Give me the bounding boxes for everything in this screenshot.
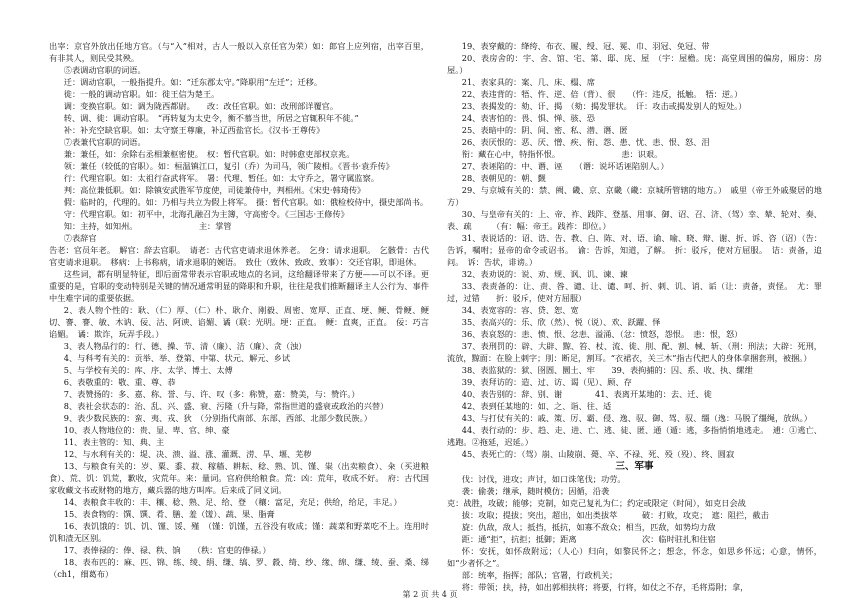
paragraph: 衔：藏在心中，特指怀恨。 恚：识艰。 (461, 149, 663, 159)
paragraph: 16、表饥饿的：饥、饥、馑、馁、殣 （馑：饥馑，五谷没有收成；馑：蔬菜和野菜吃不上。连用时饥和渣无区别。 (49, 521, 429, 543)
paragraph: 36、表哀怒的：恚、愤、恨、忿恚、溢涌、（忿：愤怒，怨恨。 恚：恨，怒） (461, 329, 743, 339)
paragraph: 43、与打仗有关的：戚、策、厉、霸、侵、逸、驭、御、驾、驭、缰（逸：马脱了缰绳，放纵。） (461, 413, 812, 423)
paragraph: 5、与学校有关的：库、序、太学、博士、太傅 (63, 365, 233, 375)
paragraph: 35、表高兴的：乐、欣（然）、悦（说）、欢、跃躍、怿 (461, 317, 661, 327)
paragraph: 40、表告别的：辞、别、谢 41、表离开某地的：去、迁、徙 (461, 389, 712, 399)
paragraph: 调：变换官职。如：调为陇西都尉。 改：改任官职。如：改刑部详覆官。 (63, 101, 339, 111)
section-heading: 三、军事 (615, 461, 654, 472)
paragraph: 27、表诬陷的：中、谮、诬 （谮：说坏话诬陷别人。） (461, 161, 669, 171)
paragraph: 38、表监狱的：狱、囹圄、圜土、牢 39、表拘捕的：囚、系、收、执、缧绁 (461, 365, 753, 375)
paragraph: 4、与科考有关的：贡举、举、登第、中第、状元、解元、乡试 (63, 353, 291, 363)
paragraph: 37、表刑罚的：辟、大辟、黥、笞、杖、流、徙、刖、配、割、械、斩、（刑：刑法；大辟：死刑，流放，黥面：在脸上刺字；刖：断足，割耳。“衣裙衣，关三木”指古代把人的身体拿捆套刑，被捆。） (447, 341, 822, 363)
paragraph: 13、与粮食有关的：岁、粟、黍、菽、稼穑、耕耘、稔、熟、饥、馑、粜（出卖粮食）、籴（买进粮食）、荒、饥：饥荒，歉收，灾荒年。来：量词。官府供给粮食。荒：凶：荒年，收成不好。 府：古代国家收藏文书或财物的地方，藏兵器的地方叫库。后来成了同义词。 (49, 461, 429, 495)
paragraph: 徙：一般的调动官职。如：徙王信为楚王。 (63, 89, 220, 99)
paragraph: 将：带领；扶，持，如出郭相扶将；将要，行将，如仗之不存，毛将焉附；拿， (461, 582, 749, 592)
paragraph: 26、表厌恨的：恶、厌、憎、疾、衔、怨、患、忧、恚、恨、怒、泪 (461, 137, 710, 147)
paragraph: 21、表家具的：案、几、床、榻、席 (461, 77, 595, 87)
paragraph: 45、表死亡的：（驾）崩、山陵崩、薨、卒、不禄、死、殁（殁）、终、圆寂 (461, 449, 735, 459)
paragraph: 3、表人物品行的：行、德、操、节、清（廉）、洁（廉）、贪（浊） (63, 341, 307, 351)
paragraph: 旋：仇敌，敌人；抵挡，抵抗，如寡不敌众；相当，匹敌，如势均力敌 (461, 522, 716, 532)
paragraph: ⑦表辞官 (63, 233, 97, 243)
paragraph: 9、表少数民族的：蛮、夷、戎、狄 （分别指代南部、东部、西部、北部少数民族。） (63, 413, 372, 423)
paragraph: 袭：偷袭；继承，随时模仿；因循，沿袭 (461, 486, 610, 496)
paragraph: 迁：调动官职，一般指提升。如：“迁东郡太守。”降职用“左迁”；迁移。 (63, 77, 323, 87)
paragraph: 11、表主管的：知、典、主 (63, 437, 165, 447)
paragraph: 判：高位兼低职。如：除镇安武胜军节度使，司徒兼侍中，判相州。《宋史·韩琦传》 (63, 185, 366, 195)
paragraph: 2、表人物个性的：耿、（仁）厚、（仁）朴、耿介、刚毅、周密、宽厚、正直、埂、鲠、骨鲠、鲠切、謇、謇、敏、木讷、佞、沽、阿谀、谄媚、谲（联：光明。埂：正直。 鲠：直爽，正直。 佞：巧言谄媚。 谲：欺诈，玩弄手段。） (49, 305, 429, 339)
paragraph: 20、表房舍的：宇、舍、馆、宅、第、邸、庑、屋 （宇：屋檐。庑：高堂周围的偏房，厢房：房屋。） (447, 53, 822, 75)
paragraph: 30、与皇帝有关的：上、帝、祚、践阼、登基、用事、御、诏、召、济、（驾）幸、辇、轮对、奏、表、疏 （有：幅：帝王。践祚：即位。） (447, 209, 822, 231)
paragraph: ⑦表兼代官职的词语。 (63, 137, 146, 147)
paragraph: ⑤表调动官职的词语。 (63, 65, 146, 75)
paragraph: 28、表朝见的：朝、觐 (461, 173, 546, 183)
paragraph: 42、表到任某地的：如、之、诣、往、适 (461, 401, 612, 411)
left-column (49, 40, 438, 585)
right-column (447, 40, 822, 592)
paragraph: 转、调、徙：调动官职。 “再转复为太史令，衡不慕当世，所居之官辄积年不徙。” (63, 113, 359, 123)
paragraph: 25、表暗中的：阴、间、密、私、潜、谮、匿 (461, 125, 628, 135)
paragraph: 24、表害怕的：畏、惧、惮、骇、恐 (461, 113, 595, 123)
paragraph: 克：战胜，攻破；能够；克制，如克己复礼为仁；约定或限定（时间），如克日会战 (447, 498, 746, 508)
paragraph: 假：临时的，代理的。如：乃相与共立为假上将军。 摄：暂代官职。如：俄检校侍中，摄史部尚书。 (63, 197, 429, 207)
paragraph: 知：主持，如知州。 主：掌管 (63, 221, 232, 231)
paragraph: 32、表劝说的：说、劝、规、讽、讥、谏、谏 (461, 269, 628, 279)
paragraph: 距：通“拒”，抗拒；抵御；距离 次：临时驻扎和住宿 (461, 534, 716, 544)
paragraph: 拔：攻取；提拔；突出，超出，如出类拔萃 破：打败，攻克； 遮：阻拦，截击 (461, 510, 769, 520)
paragraph: 12、与水利有关的：堤、决、溃、溢、涨、灌溉、涝、旱、堰、芜秽 (63, 449, 312, 459)
paragraph: 15、表食物的：馔、馔、肴、膳、羞（馐）、蔬、果、脂膏 (63, 509, 275, 519)
paragraph: 兼：兼任，如：余除右丞相兼枢密使。 权：暂代官职。如：时韩愈吏部权京兆。 (63, 149, 355, 159)
paragraph: 8、表社会状态的：治、乱、兴、盛、衰、污隆（升与降，常指世道的盛衰或政治的兴替） (63, 401, 389, 411)
paragraph: 部：统率，指挥；部队；官署，行政机关； (461, 570, 618, 580)
paragraph: 18、表布匹的：麻、匹、锦、练、绫、绢、缣、缟、罗、縠、绮、纱、缘、绵、缣、绫、蚕、桑、绨 （ch1，细葛布） (49, 557, 438, 579)
paragraph: 补：补充空缺官职。如：太守察王尊廉，补辽西盐官长。《汉书·王尊传》 (63, 125, 325, 135)
paragraph: 33、表责备的：让、责、咎、谴、让、谴、呵、折、刺、讥、诮、诟（让：责备，责怪。 尤：罪过，过错 折：驳斥，使对方屈服） (447, 281, 822, 303)
paragraph: 领：兼任（较低的官职）。如：桓温镇江口，复引（乔）为司马，领广陵相。《晋书·袁乔传》 (63, 161, 394, 171)
paragraph: 44、表行动的：步、趋、走、进、亡、逃、徒、匿、通（遁：逃，多指悄悄地逃走。 逋：①逃亡、逃跑。②拖延，迟延。） (447, 425, 822, 447)
page-footer: 第 2 页 共 4 页 (402, 590, 458, 599)
paragraph: 出宰：京官外放出任地方官。（与“入”相对，古人一般以入京任官为荣）如：郎官上应列宿，出宰百里，有非其人，则民受其殃。 (49, 41, 429, 63)
paragraph: 这些词，都有明显特征，即后面常带表示官职或地点的名词，这给翻译带来了方便——可以不译。更重要的是，官职的变动特别是关键的情况通常明显的降职和升职，往往是我们推断翻译主人公行为、事件中生难字词的重要依据。 (49, 269, 429, 303)
paragraph: 19、表穿戴的：绛绔、布衣、履、绶、冠、冕、巾、羽冠、免冠、带 (461, 41, 710, 51)
paragraph: 23、表揭发的：劾、讦、揭 （劾：揭发罪状。 讦：攻击或揭发别人的短处。） (461, 101, 747, 111)
paragraph: 怀：安抚，如怀敌附远；（人心）归向，如黎民怀之；想念，怀念，如思乡怀远；心意，情怀，如“少者怀之”。 (447, 546, 822, 568)
paragraph: 31、表说话的：诏、诰、告、教、白、陈、对、语、谕、喻、晓、辩、谢、折、诉、咨（诏）（告：告诉，嘱咐；显帝的命令或诏书。 谕：告诉，知道，了解。 折：驳斥，使对方屈服。 诘：责备，追问。 诉：告状，诽谤。） (447, 233, 822, 267)
paragraph: 34、表宽容的：容、贷、恕、宽 (461, 305, 579, 315)
paragraph: 7、表赞扬的：多、嘉、称、誉、与、许、叹（多：称赞，嘉：赞美，与：赞许。） (63, 389, 360, 399)
paragraph: 伐：讨伐，进攻；声讨，如口诛笔伐；功劳。 (461, 474, 626, 484)
paragraph: 29、与京城有关的：禁、阙、畿、京、京畿（畿：京城所管辖的地方。） 戚里（帝王外戚聚居的地方） (447, 185, 822, 207)
paragraph: 22、表违背的：牾、忤、逆、倍（背）、很 （忤：违反，抵触。 牾：逆。） (461, 89, 743, 99)
paragraph: 10、表人物地位的：贵、显、卑、官、绅、豪 (63, 425, 230, 435)
paragraph: 告老：官员年老。 解官：辞去官职。 请老：古代官吏请求退休养老。 乞身：请求退职。 乞骸骨：古代官吏请求退职。 移病：上书称病，请求退职的婉语。 致仕（致休、致政、致事）：交还官职，即退休。 (49, 245, 429, 267)
paragraph: 14、表粮食丰收的：丰、穰、稔、熟、足、给、登 （穰：富足，充足；供给，给足，丰足。） (63, 497, 402, 507)
paragraph: 行：代理官职。如：太祖行奋武将军。 署：代理、暂任。如：太守乔之，署守属监察。 (63, 173, 379, 183)
paragraph: 守：代理官职。如：初平中，北海孔融召为主簿，守高密令。《三国志·王修传》 (63, 209, 349, 219)
paragraph: 39、表拜访的：造、过、访、谒（见）、顾、存 (461, 377, 632, 387)
paragraph: 17、表俸禄的：俸、禄、秩、饷 （秩：官吏的俸禄。） (63, 545, 271, 555)
paragraph: 6、表敬重的：敬、重、尊、恭 (63, 377, 176, 387)
